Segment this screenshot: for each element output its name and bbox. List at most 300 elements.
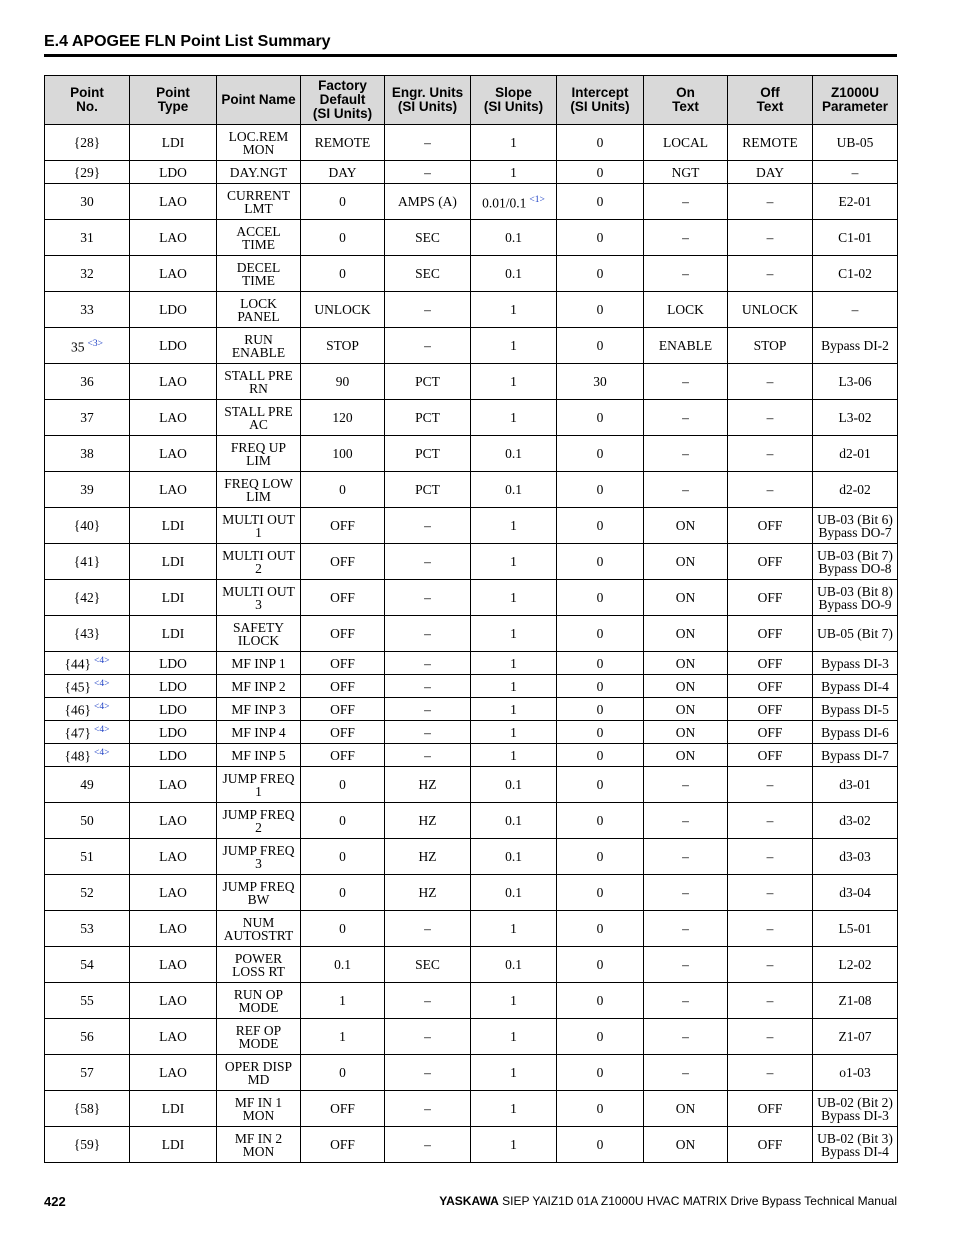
cell-point-no [45,256,130,292]
cell-slope [471,744,557,767]
cell-on-text [644,839,728,875]
cell-intercept [557,744,644,767]
cell-intercept-text: 0 [596,266,604,281]
cell-engr-units-text: PCT [415,446,440,461]
cell-point-no [45,400,130,436]
cell-engr-units-text: AMPS (A) [398,194,457,209]
cell-factory-default-text: OFF [330,1101,355,1116]
cell-slope [471,803,557,839]
cell-intercept-text: 0 [596,230,604,245]
cell-z1000u-parameter [813,1091,898,1127]
cell-z1000u-parameter [813,839,898,875]
cell-point-no-text: 39 [80,482,94,497]
cell-on-text [644,744,728,767]
table-row [45,947,898,983]
cell-point-type-text: LDI [161,554,185,569]
cell-point-type-text: LAO [159,194,187,209]
cell-on-text-text: ON [675,554,696,569]
cell-engr-units [385,184,471,220]
cell-engr-units-text: – [424,554,431,569]
cell-point-name-line: TIME [242,236,275,252]
cell-intercept [557,544,644,580]
cell-intercept [557,839,644,875]
cell-z1000u-parameter [813,256,898,292]
cell-point-name-line: JUMP FREQ [222,806,295,822]
footnote-ref-link[interactable]: <3> [87,338,103,349]
cell-intercept [557,767,644,803]
cell-slope-text: 0.1 [505,777,522,792]
cell-point-name-line: LIM [246,488,271,504]
table-row [45,767,898,803]
cell-intercept [557,292,644,328]
cell-z1000u-parameter-text: UB-05 [836,135,874,150]
cell-off-text [728,436,813,472]
cell-engr-units [385,364,471,400]
cell-point-name-line: 3 [255,596,262,612]
table-row [45,875,898,911]
cell-point-name-line: DECEL [236,259,281,275]
col-header-on-text: On Text [644,76,728,125]
cell-engr-units-text: HZ [418,885,437,900]
cell-engr-units [385,220,471,256]
cell-factory-default-text: OFF [330,701,355,717]
cell-factory-default [301,839,385,875]
cell-slope-text: 1 [510,993,517,1008]
cell-intercept [557,125,644,161]
cell-off-text [728,1055,813,1091]
cell-factory-default-text: 90 [335,374,350,389]
cell-off-text-text: OFF [757,747,783,763]
cell-z1000u-parameter [813,1019,898,1055]
cell-off-text-text: – [766,230,774,245]
cell-point-name [217,1127,301,1163]
footnote-ref-link[interactable]: <4> [94,656,110,667]
cell-factory-default [301,721,385,744]
cell-slope-text: 0.1 [505,849,522,864]
cell-off-text-text: UNLOCK [741,302,799,317]
footer-brand: YASKAWA [439,1194,499,1208]
cell-off-text-text: – [766,993,774,1008]
cell-point-type-text: LDO [159,164,187,180]
cell-factory-default [301,767,385,803]
cell-point-name-text: MF INP 4 [231,724,286,740]
cell-factory-default [301,1055,385,1091]
cell-z1000u-parameter-text: d3-02 [839,813,871,828]
cell-factory-default [301,652,385,675]
cell-intercept [557,328,644,364]
cell-slope [471,698,557,721]
cell-on-text-text: – [682,993,689,1008]
cell-off-text [728,652,813,675]
cell-point-no [45,675,130,698]
cell-point-name-line: LOSS RT [232,963,285,979]
cell-on-text-text: ON [675,655,696,671]
cell-engr-units-text: – [424,747,431,763]
table-row [45,839,898,875]
cell-point-type-text: LDI [161,1101,185,1116]
cell-slope-text: 0.1 [505,957,522,972]
cell-off-text-text: DAY [755,164,784,180]
cell-z1000u-parameter-text: UB-05 (Bit 7) [817,626,893,641]
cell-on-text-text: ON [675,626,696,641]
cell-point-name [217,508,301,544]
cell-point-type [130,400,217,436]
cell-z1000u-parameter [813,508,898,544]
cell-slope [471,1019,557,1055]
cell-slope [471,616,557,652]
cell-on-text [644,698,728,721]
cell-intercept [557,508,644,544]
cell-point-name-line: JUMP FREQ [222,878,295,894]
cell-off-text-text: OFF [757,554,783,569]
cell-off-text [728,184,813,220]
cell-engr-units-text: – [424,921,431,936]
cell-z1000u-parameter-line: Bypass DO-9 [818,596,892,612]
cell-slope-text: 1 [510,701,517,717]
cell-point-name-line: MF IN 1 [234,1094,283,1110]
cell-point-name-line: FREQ UP [230,439,287,455]
table-row [45,744,898,767]
cell-point-name-line: JUMP FREQ [222,842,295,858]
cell-on-text-text: ON [675,1137,696,1152]
cell-slope [471,1055,557,1091]
cell-point-name [217,580,301,616]
cell-point-type-text: LAO [159,266,187,281]
cell-point-name-text: DAY.NGT [229,164,288,180]
cell-factory-default [301,161,385,184]
cell-point-type-text: LAO [159,410,187,425]
cell-engr-units [385,400,471,436]
cell-off-text-text: OFF [757,655,783,671]
cell-slope [471,364,557,400]
cell-on-text [644,544,728,580]
cell-off-text [728,803,813,839]
cell-on-text-text: ENABLE [658,338,713,353]
cell-intercept-text: 0 [596,747,604,763]
footer-manual-name: SIEP YAIZ1D 01A Z1000U HVAC MATRIX Drive Bypass Technical Manual [502,1194,897,1208]
cell-on-text-text: ON [675,724,696,740]
cell-intercept [557,256,644,292]
cell-engr-units [385,911,471,947]
cell-point-name-line: MULTI OUT [222,547,295,563]
cell-point-name [217,839,301,875]
cell-off-text-text: OFF [757,678,783,694]
cell-point-no [45,125,130,161]
cell-point-name [217,328,301,364]
cell-engr-units [385,698,471,721]
cell-point-name-line: RUN OP [233,986,284,1002]
footnote-ref-link[interactable]: <4> [94,702,110,713]
cell-point-name-line: MULTI OUT [222,583,295,599]
cell-point-no [45,721,130,744]
cell-z1000u-parameter-text: C1-01 [838,230,872,245]
cell-engr-units [385,721,471,744]
cell-point-name-line: 1 [255,783,262,799]
cell-intercept [557,698,644,721]
cell-on-text [644,1127,728,1163]
cell-slope-text: 1 [510,921,517,936]
cell-point-type [130,721,217,744]
cell-on-text-text: – [682,374,689,389]
cell-slope-text: 0.1 [505,885,522,900]
cell-off-text-text: – [766,849,774,864]
cell-factory-default-text: 0 [339,266,346,281]
cell-factory-default-text: OFF [330,724,355,740]
cell-point-name-line: RN [249,380,268,396]
cell-on-text [644,125,728,161]
cell-factory-default-text: 0 [339,230,346,245]
cell-off-text-text: – [766,482,774,497]
cell-point-no-text: 35 [71,339,85,355]
cell-point-name-line: MULTI OUT [222,511,295,527]
cell-point-name-line: MON [242,1143,275,1159]
cell-point-name [217,875,301,911]
footnote-ref-link[interactable]: <4> [94,725,110,736]
cell-engr-units [385,472,471,508]
cell-intercept-text: 0 [596,302,604,317]
cell-z1000u-parameter-text: Z1-07 [838,1029,872,1044]
cell-factory-default-text: STOP [326,338,359,353]
table-row [45,652,898,675]
cell-engr-units [385,1055,471,1091]
cell-point-type [130,675,217,698]
cell-intercept [557,364,644,400]
cell-factory-default [301,911,385,947]
cell-factory-default [301,184,385,220]
cell-z1000u-parameter-text: Z1-08 [838,993,872,1008]
cell-slope-text: 1 [510,554,517,569]
table-row [45,508,898,544]
cell-intercept [557,947,644,983]
cell-factory-default [301,875,385,911]
table-row [45,125,898,161]
cell-intercept [557,472,644,508]
cell-z1000u-parameter [813,721,898,744]
cell-off-text [728,675,813,698]
cell-engr-units [385,652,471,675]
cell-intercept-text: 0 [596,1065,604,1080]
cell-point-no-text: 51 [80,849,94,864]
cell-factory-default-text: 0 [339,1065,346,1080]
cell-point-type [130,161,217,184]
cell-point-no-text: 30 [80,194,94,209]
col-header-z1000u-parameter: Z1000U Parameter [813,76,898,125]
cell-point-no [45,947,130,983]
cell-engr-units [385,839,471,875]
cell-point-name-line: MD [247,1071,270,1087]
cell-factory-default [301,580,385,616]
cell-on-text [644,767,728,803]
cell-on-text-text: – [682,957,689,972]
cell-z1000u-parameter-line: UB-02 (Bit 3) [817,1130,893,1146]
col-header-point-no: Point No. [45,76,130,125]
cell-z1000u-parameter [813,675,898,698]
cell-point-type [130,184,217,220]
cell-engr-units-text: – [424,338,431,353]
cell-engr-units-text: – [424,1029,431,1044]
cell-z1000u-parameter-text: d3-03 [839,849,871,864]
cell-point-no-text: 37 [80,410,94,425]
cell-intercept-text: 0 [596,921,604,936]
table-row [45,675,898,698]
cell-z1000u-parameter-line: UB-03 (Bit 8) [817,583,893,599]
cell-off-text [728,125,813,161]
cell-point-name [217,698,301,721]
cell-off-text [728,616,813,652]
cell-off-text [728,472,813,508]
cell-factory-default-text: OFF [330,747,355,763]
cell-point-type-text: LDO [159,655,187,671]
cell-factory-default-text: OFF [330,554,355,569]
cell-factory-default [301,328,385,364]
cell-off-text-text: OFF [757,1137,783,1152]
cell-slope [471,184,557,220]
cell-engr-units [385,875,471,911]
cell-off-text [728,292,813,328]
cell-z1000u-parameter [813,161,898,184]
cell-intercept-text: 0 [596,885,604,900]
cell-intercept-text: 0 [596,1101,604,1116]
cell-on-text-text: ON [675,701,696,717]
cell-point-type-text: LDI [161,518,185,533]
cell-engr-units-text: – [424,302,431,317]
cell-point-no [45,364,130,400]
cell-z1000u-parameter [813,652,898,675]
cell-z1000u-parameter-text: Bypass DI-7 [821,747,889,763]
cell-off-text [728,544,813,580]
cell-point-no [45,328,130,364]
cell-point-no-text: {42} [73,590,101,605]
cell-point-type-text: LDI [161,135,185,150]
cell-on-text-text: – [682,482,689,497]
table-row [45,698,898,721]
cell-point-type [130,839,217,875]
footnote-ref-link[interactable]: <4> [94,748,110,759]
cell-point-name [217,767,301,803]
cell-factory-default [301,125,385,161]
cell-engr-units-text: – [424,1137,431,1152]
cell-on-text [644,364,728,400]
cell-point-no-text: 55 [80,993,94,1008]
cell-factory-default [301,744,385,767]
cell-point-name [217,803,301,839]
cell-z1000u-parameter [813,698,898,721]
cell-point-type [130,364,217,400]
cell-point-no-text: 32 [80,266,94,281]
cell-point-no [45,767,130,803]
cell-engr-units [385,947,471,983]
cell-intercept [557,184,644,220]
cell-off-text [728,947,813,983]
table-row [45,983,898,1019]
cell-engr-units [385,1127,471,1163]
cell-point-no-text: 57 [80,1065,94,1080]
table-row [45,256,898,292]
cell-engr-units-text: HZ [418,813,437,828]
cell-point-name-line: ENABLE [231,344,286,360]
cell-factory-default [301,675,385,698]
cell-slope [471,911,557,947]
cell-on-text [644,875,728,911]
cell-point-type-text: LDO [159,747,187,763]
cell-factory-default [301,947,385,983]
cell-engr-units-text: SEC [415,230,440,245]
cell-factory-default [301,1019,385,1055]
footnote-ref-link[interactable]: <1> [529,194,545,205]
cell-engr-units-text: SEC [415,957,440,972]
cell-engr-units [385,744,471,767]
cell-point-no [45,1055,130,1091]
cell-intercept [557,616,644,652]
cell-point-name [217,911,301,947]
cell-off-text [728,328,813,364]
cell-point-no [45,544,130,580]
cell-intercept [557,1127,644,1163]
cell-slope-text: 1 [510,1137,517,1152]
cell-slope-text: 1 [510,135,517,150]
cell-point-name [217,675,301,698]
cell-point-no [45,839,130,875]
cell-z1000u-parameter-line: Bypass DI-4 [821,1143,889,1159]
cell-z1000u-parameter-line: UB-03 (Bit 6) [817,511,893,527]
cell-point-name-line: MODE [238,1035,279,1051]
cell-point-no-text: 53 [80,921,94,936]
cell-slope-text: 1 [510,678,517,694]
cell-point-no-text: {41} [73,554,101,569]
cell-on-text-text: – [682,410,689,425]
cell-z1000u-parameter-text: d3-01 [839,777,871,792]
cell-on-text [644,675,728,698]
cell-engr-units-text: – [424,655,431,671]
cell-factory-default-text: 0 [339,482,346,497]
cell-point-type-text: LDI [161,1137,185,1152]
cell-factory-default [301,400,385,436]
cell-on-text [644,616,728,652]
cell-engr-units [385,1091,471,1127]
cell-factory-default-text: OFF [330,590,355,605]
cell-intercept-text: 0 [596,164,604,180]
cell-z1000u-parameter [813,616,898,652]
cell-point-name-line: POWER [234,950,283,966]
cell-intercept-text: 0 [596,446,604,461]
footer-manual-title [439,1194,897,1208]
cell-off-text [728,875,813,911]
cell-point-no-text: {43} [73,626,101,641]
cell-on-text [644,400,728,436]
table-row [45,1019,898,1055]
cell-point-name [217,652,301,675]
table-row [45,292,898,328]
cell-factory-default-text: 120 [332,410,353,425]
cell-off-text [728,508,813,544]
cell-point-type [130,472,217,508]
cell-z1000u-parameter [813,744,898,767]
cell-on-text-text: – [682,813,689,828]
cell-point-name-line: PANEL [237,308,280,324]
cell-slope [471,544,557,580]
cell-on-text-text: – [682,266,689,281]
cell-off-text [728,839,813,875]
cell-intercept-text: 0 [596,338,604,353]
cell-point-type-text: LDO [159,302,187,317]
cell-point-name [217,744,301,767]
footnote-ref-link[interactable]: <4> [94,679,110,690]
cell-on-text-text: – [682,921,689,936]
cell-off-text [728,364,813,400]
cell-z1000u-parameter-text: d2-02 [839,482,871,497]
cell-intercept-text: 0 [596,1137,604,1152]
cell-on-text [644,220,728,256]
